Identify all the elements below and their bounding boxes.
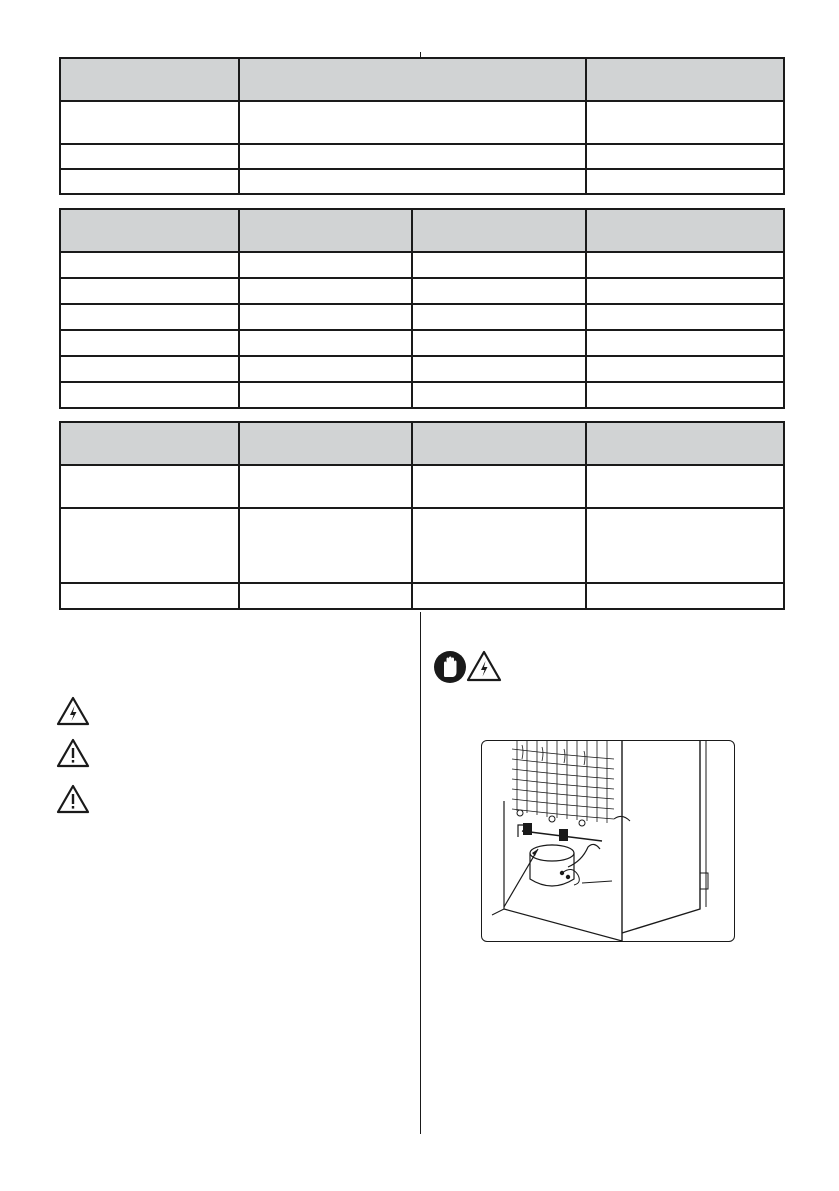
- spec-table-1: [59, 57, 785, 195]
- spec-table-2: [59, 208, 785, 409]
- table-cell: [412, 382, 586, 408]
- table-cell: [60, 278, 239, 304]
- table-cell: [586, 101, 784, 144]
- table-row: [60, 583, 784, 609]
- table-cell: [60, 144, 239, 169]
- table-cell: [239, 304, 412, 330]
- table-cell: [586, 465, 784, 508]
- compressor-figure: [481, 740, 735, 942]
- table-cell: [239, 508, 412, 583]
- table-cell: [586, 583, 784, 609]
- table-cell: [239, 330, 412, 356]
- table-cell: [60, 330, 239, 356]
- table-row: [60, 330, 784, 356]
- no-touch-hand-icon: [433, 650, 467, 684]
- table-cell: [412, 583, 586, 609]
- table-cell: [239, 583, 412, 609]
- table-cell: [412, 278, 586, 304]
- table-row: [60, 465, 784, 508]
- table-row: [60, 382, 784, 408]
- warning-icon: [56, 784, 90, 814]
- header-cell: [239, 58, 586, 101]
- table-cell: [586, 169, 784, 194]
- table-cell: [239, 356, 412, 382]
- table-cell: [60, 508, 239, 583]
- spec-table-3: [59, 421, 785, 610]
- table-cell: [239, 144, 586, 169]
- table-cell: [586, 252, 784, 278]
- header-cell: [239, 422, 412, 465]
- header-cell: [586, 209, 784, 252]
- table-cell: [60, 356, 239, 382]
- table-row: [60, 169, 784, 194]
- table-cell: [239, 382, 412, 408]
- table-header-row: [60, 209, 784, 252]
- header-cell: [60, 58, 239, 101]
- table-cell: [60, 169, 239, 194]
- table-row: [60, 252, 784, 278]
- table-row: [60, 508, 784, 583]
- table-cell: [586, 382, 784, 408]
- compressor-illustration: [482, 741, 734, 941]
- electric-hazard-icon: [56, 696, 90, 726]
- warning-icon: [56, 738, 90, 768]
- electric-hazard-icon: [466, 650, 502, 682]
- column-divider: [420, 612, 421, 1134]
- table-cell: [60, 465, 239, 508]
- table-cell: [239, 278, 412, 304]
- table-cell: [586, 144, 784, 169]
- table-cell: [412, 252, 586, 278]
- table-cell: [239, 252, 412, 278]
- header-cell: [586, 422, 784, 465]
- header-cell: [586, 58, 784, 101]
- table-cell: [412, 356, 586, 382]
- table-cell: [60, 382, 239, 408]
- table-cell: [239, 169, 586, 194]
- table-cell: [60, 583, 239, 609]
- header-cell: [239, 209, 412, 252]
- table-header-row: [60, 422, 784, 465]
- table-cell: [60, 101, 239, 144]
- table-row: [60, 101, 784, 144]
- table-cell: [412, 304, 586, 330]
- table-row: [60, 144, 784, 169]
- table-row: [60, 278, 784, 304]
- header-cell: [60, 422, 239, 465]
- table-row: [60, 356, 784, 382]
- table-cell: [412, 508, 586, 583]
- header-cell: [412, 209, 586, 252]
- table-cell: [412, 465, 586, 508]
- table-cell: [412, 330, 586, 356]
- header-cell: [412, 422, 586, 465]
- header-cell: [60, 209, 239, 252]
- table-cell: [586, 278, 784, 304]
- table-cell: [586, 330, 784, 356]
- table-cell: [60, 304, 239, 330]
- table-cell: [239, 465, 412, 508]
- table-row: [60, 304, 784, 330]
- table-cell: [586, 508, 784, 583]
- table-cell: [60, 252, 239, 278]
- table-cell: [586, 356, 784, 382]
- table-cell: [586, 304, 784, 330]
- table-cell: [239, 101, 586, 144]
- table-header-row: [60, 58, 784, 101]
